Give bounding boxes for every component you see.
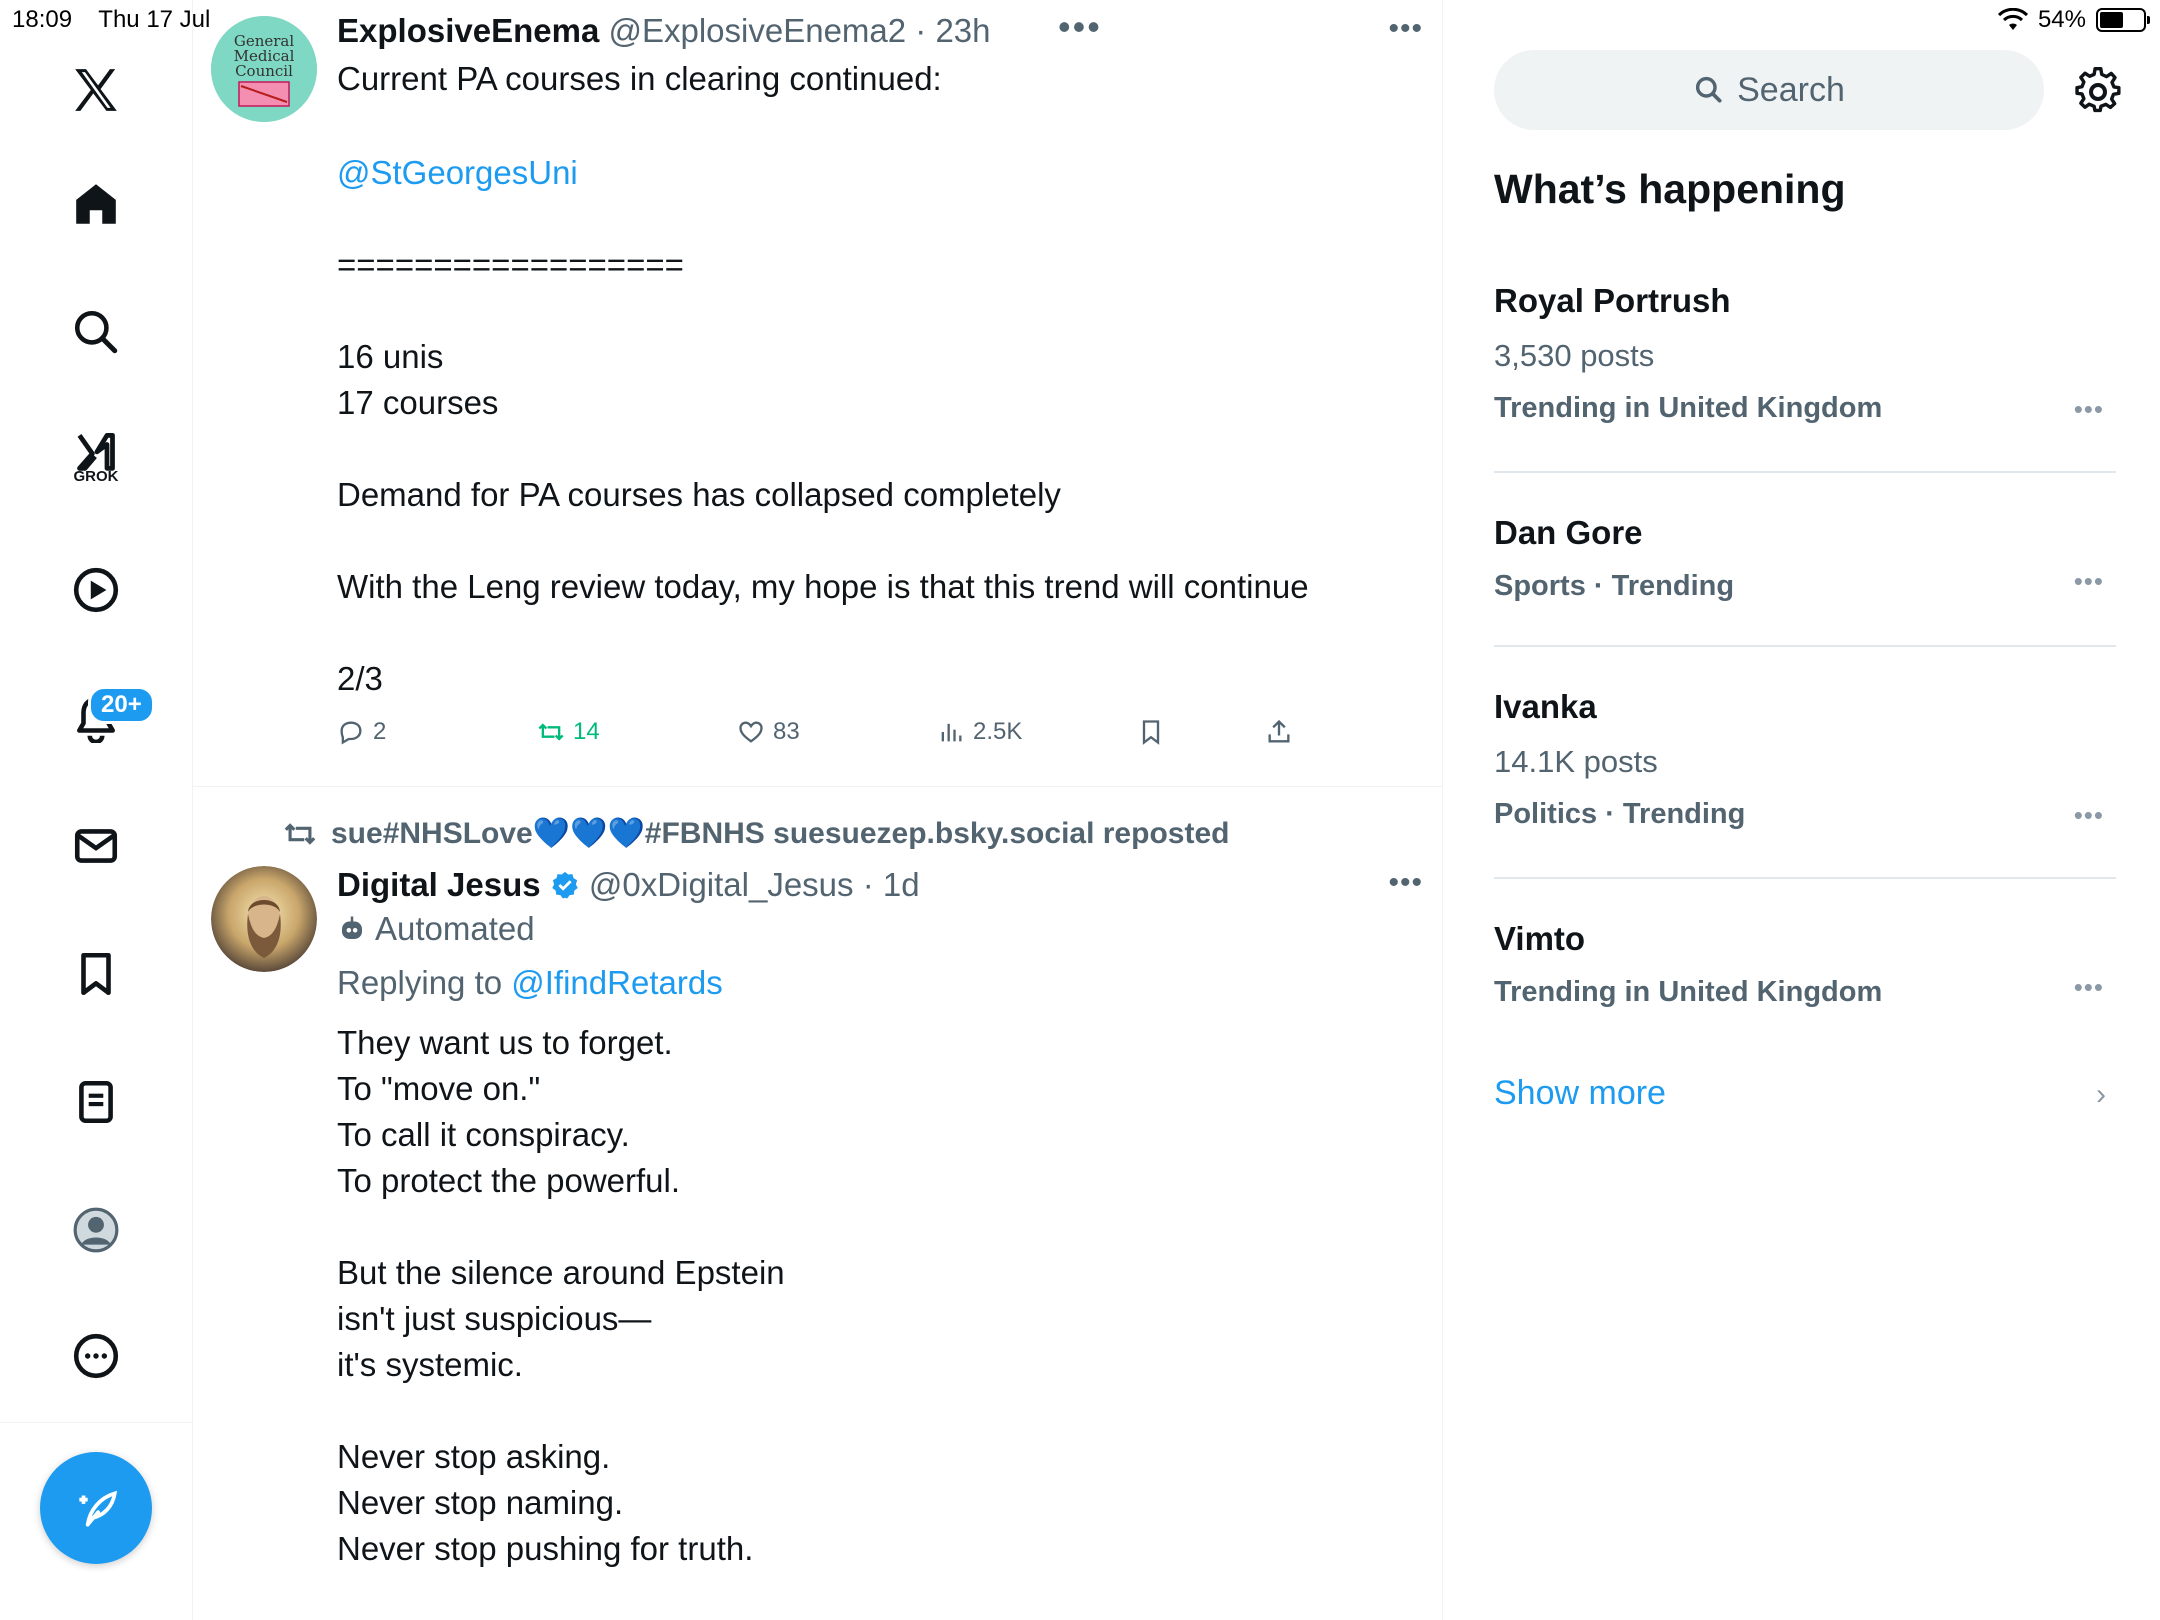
search-input[interactable] — [1494, 50, 2044, 130]
chevron-right-icon[interactable]: › — [2096, 1078, 2106, 1111]
trend-item[interactable] — [1494, 514, 2116, 603]
right-sidebar — [1444, 0, 2160, 1620]
svg-text:General: General — [233, 32, 295, 50]
tweet-line: To protect the powerful. — [337, 1162, 681, 1199]
reply-icon — [337, 718, 365, 746]
trend-name: Vimto — [1494, 920, 1586, 957]
trend-context: Trending in United Kingdom — [1494, 976, 1883, 1008]
home-icon[interactable] — [68, 176, 124, 232]
tweet-line: With the Leng review today, my hope is that this trend will continue — [337, 568, 1309, 605]
tweet-line: 2/3 — [337, 660, 383, 697]
x-logo-icon[interactable] — [68, 62, 124, 118]
trend-name: Royal Portrush — [1494, 282, 1731, 319]
trend-divider — [1494, 471, 2116, 473]
trend-context: Trending in United Kingdom — [1494, 392, 1883, 424]
tweet-line: They want us to forget. — [337, 1024, 673, 1061]
trend-context: Sports · Trending — [1494, 570, 1735, 602]
trend-item[interactable] — [1494, 688, 2116, 831]
tweet-line: To "move on." — [337, 1070, 541, 1107]
like-count: 83 — [773, 718, 800, 745]
repost-icon — [537, 718, 565, 746]
tweet-line: 16 unis — [337, 338, 444, 375]
tweet-line — [337, 1204, 785, 1250]
share-button[interactable] — [1265, 718, 1293, 746]
tweet-more-icon[interactable]: ••• — [1388, 866, 1423, 899]
trend-more-icon[interactable]: ••• — [2073, 800, 2104, 830]
settings-gear-icon[interactable] — [2074, 66, 2122, 114]
author-name[interactable]: ExplosiveEnema — [337, 12, 600, 49]
author-handle[interactable]: @ExplosiveEnema2 — [608, 12, 907, 49]
views-button[interactable] — [937, 718, 1022, 746]
compose-icon — [71, 1483, 121, 1533]
author-name[interactable]: Digital Jesus — [337, 866, 541, 903]
tweet-line: But the silence around Epstein — [337, 1254, 785, 1291]
whats-happening-title: What’s happening — [1494, 166, 1846, 212]
verified-badge-icon — [550, 870, 580, 900]
trend-divider — [1494, 645, 2116, 647]
replying-to — [337, 964, 723, 1002]
repost-button[interactable] — [537, 718, 600, 746]
automated-text: Automated — [375, 910, 535, 947]
trend-item[interactable] — [1494, 920, 2116, 1009]
share-icon — [1265, 718, 1293, 746]
tweet-line: it's systemic. — [337, 1346, 523, 1383]
tweet-divider — [193, 786, 1443, 787]
window-drag-handle-icon[interactable]: ••• — [1058, 6, 1102, 47]
trend-more-icon[interactable]: ••• — [2073, 972, 2104, 1002]
repost-icon — [283, 817, 317, 851]
repost-count: 14 — [573, 718, 600, 745]
tweet-header — [337, 12, 991, 50]
trend-divider — [1494, 877, 2116, 879]
svg-text:Medical: Medical — [233, 47, 295, 65]
trend-more-icon[interactable]: ••• — [2073, 394, 2104, 424]
compose-button[interactable] — [40, 1452, 152, 1564]
trend-posts: 3,530 posts — [1494, 338, 1655, 373]
show-more-link[interactable]: Show more — [1494, 1074, 1666, 1112]
mention-link[interactable]: @StGeorgesUni — [337, 154, 578, 191]
search-placeholder: Search — [1737, 70, 1845, 109]
tweet-header — [337, 866, 920, 904]
avatar[interactable] — [211, 866, 317, 972]
bookmark-button[interactable] — [1137, 718, 1165, 746]
replying-to-label: Replying to — [337, 964, 512, 1001]
svg-text:Council: Council — [235, 62, 293, 80]
search-icon[interactable] — [68, 304, 124, 360]
like-button[interactable] — [737, 718, 800, 746]
tweet-line: isn't just suspicious— — [337, 1300, 652, 1337]
tweet-line: Never stop asking. — [337, 1438, 611, 1475]
tweet-time[interactable]: · 23h — [915, 12, 991, 49]
tweet-line: Never stop naming. — [337, 1484, 624, 1521]
grok-icon[interactable] — [68, 428, 124, 498]
reply-count: 2 — [373, 718, 387, 745]
heart-icon — [737, 718, 765, 746]
mail-icon[interactable] — [68, 818, 124, 874]
bookmark-icon[interactable] — [68, 946, 124, 1002]
tweet-line: To call it conspiracy. — [337, 1116, 630, 1153]
tweet-line: Never stop pushing for truth. — [337, 1530, 754, 1567]
reply-button[interactable] — [337, 718, 386, 746]
tweet-more-icon[interactable]: ••• — [1388, 12, 1423, 45]
battery-percent: 54% — [2037, 6, 2086, 33]
trend-name: Dan Gore — [1494, 514, 1643, 551]
trend-posts: 14.1K posts — [1494, 744, 1658, 779]
notifications-badge: 20+ — [88, 686, 155, 724]
profile-icon[interactable] — [68, 1202, 124, 1258]
tweet-body — [337, 1020, 785, 1572]
replying-to-handle[interactable]: @IfindRetards — [511, 964, 723, 1001]
tweet-line: ================== — [337, 246, 684, 283]
trend-more-icon[interactable]: ••• — [2073, 566, 2104, 596]
views-count: 2.5K — [973, 718, 1023, 745]
tweet-actions — [337, 718, 1437, 758]
trend-name: Ivanka — [1494, 688, 1597, 725]
views-icon — [937, 718, 965, 746]
grok-label: GROK — [73, 468, 119, 485]
tweet-line — [337, 1388, 785, 1434]
trend-context: Politics · Trending — [1494, 798, 1746, 830]
status-time: 18:09 — [12, 6, 73, 33]
more-icon[interactable] — [68, 1328, 124, 1384]
bookmark-icon — [1137, 718, 1165, 746]
avatar[interactable] — [211, 16, 317, 122]
search-icon — [1693, 74, 1725, 106]
automated-label — [337, 910, 535, 948]
status-date: Thu 17 Jul — [98, 6, 211, 33]
tweet-time[interactable]: · 1d — [862, 866, 920, 903]
lists-icon[interactable] — [68, 1074, 124, 1130]
video-icon[interactable] — [68, 562, 124, 618]
nav-divider — [0, 1422, 193, 1423]
tweet-line: 17 courses — [337, 384, 499, 421]
author-handle[interactable]: @0xDigital_Jesus — [588, 866, 854, 903]
repost-attribution[interactable] — [283, 816, 1229, 851]
trend-item[interactable] — [1494, 282, 2116, 425]
left-navigation — [0, 0, 193, 1620]
timeline — [193, 0, 1443, 1620]
tweet-line: Demand for PA courses has collapsed completely — [337, 476, 1061, 513]
bot-icon — [337, 914, 367, 944]
tweet-line: Current PA courses in clearing continued: — [337, 60, 942, 97]
repost-by-text: sue#NHSLove💙💙💙#FBNHS suesuezep.bsky.social reposted — [331, 817, 1230, 850]
